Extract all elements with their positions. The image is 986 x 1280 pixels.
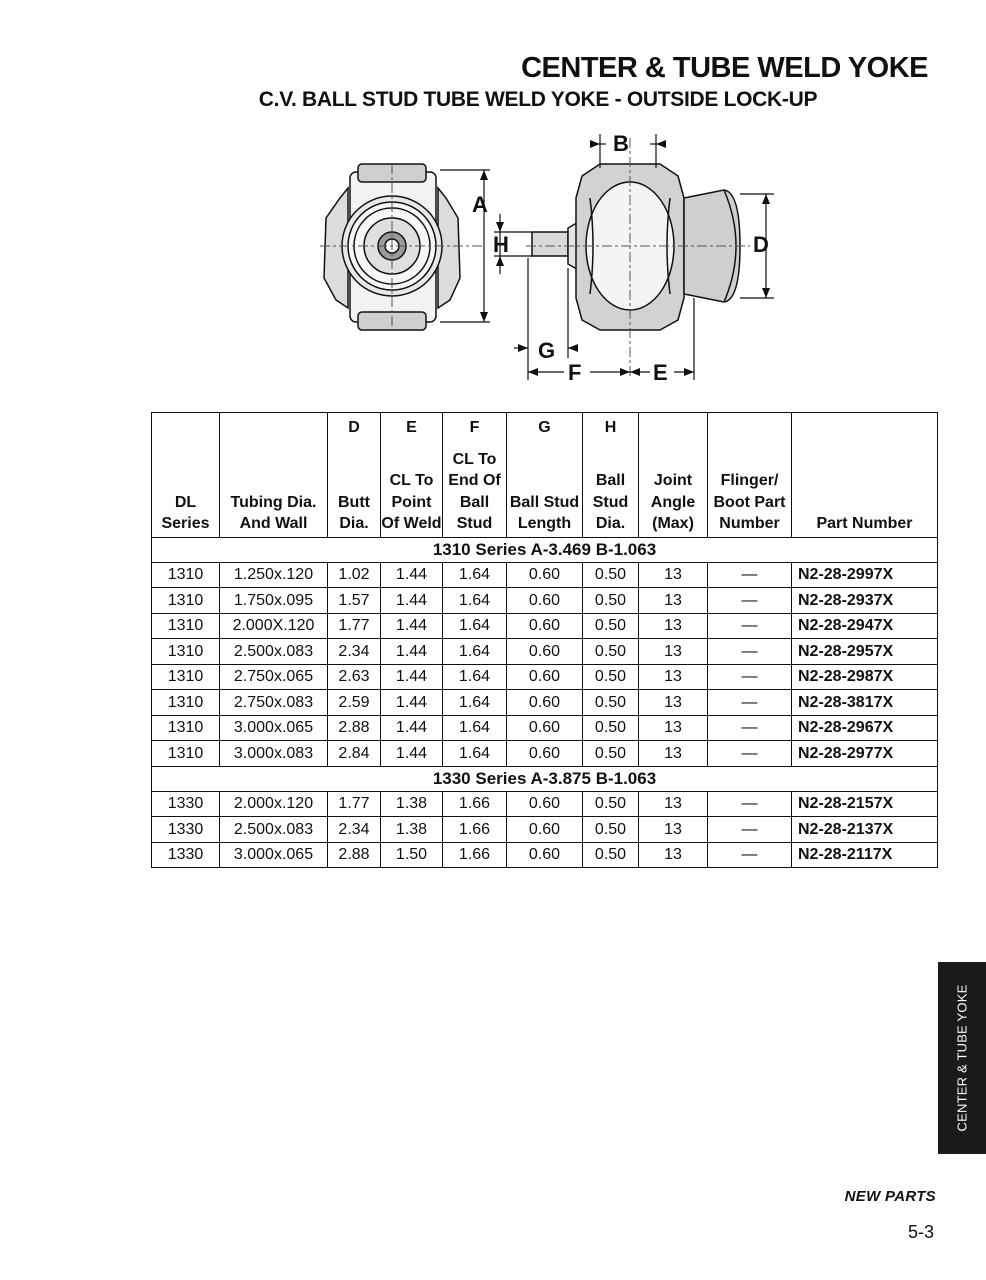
section-row bbox=[152, 537, 938, 562]
table-cell: 1310 bbox=[152, 715, 220, 741]
table-cell: 1.38 bbox=[381, 817, 443, 843]
header-butt-dia: Butt Dia. bbox=[328, 439, 381, 538]
table-cell: 0.60 bbox=[507, 842, 583, 868]
table-cell: 0.60 bbox=[507, 639, 583, 665]
new-parts-label: NEW PARTS bbox=[844, 1188, 936, 1205]
table-cell: 1.44 bbox=[381, 562, 443, 588]
table-cell: 1.64 bbox=[443, 613, 507, 639]
table-cell: 1.02 bbox=[328, 562, 381, 588]
table-cell: 0.50 bbox=[583, 690, 639, 716]
table-cell: 0.50 bbox=[583, 588, 639, 614]
table-cell: 1.250x.120 bbox=[220, 562, 328, 588]
table-cell: 0.50 bbox=[583, 613, 639, 639]
table-row bbox=[152, 639, 938, 665]
header-letter-e: E bbox=[381, 413, 443, 439]
table-cell: 1.44 bbox=[381, 588, 443, 614]
table-cell: 0.50 bbox=[583, 715, 639, 741]
table-cell: 3.000x.083 bbox=[220, 741, 328, 767]
part-number-cell: N2-28-2157X bbox=[792, 791, 938, 817]
table-cell: 13 bbox=[639, 588, 708, 614]
dim-label-h: H bbox=[493, 232, 509, 257]
header-joint-angle: Joint Angle (Max) bbox=[639, 413, 708, 538]
table-cell: 0.50 bbox=[583, 842, 639, 868]
table-row bbox=[152, 741, 938, 767]
table-cell: 2.84 bbox=[328, 741, 381, 767]
table-cell: — bbox=[708, 562, 792, 588]
table-cell: 1310 bbox=[152, 639, 220, 665]
parts-table bbox=[151, 412, 938, 868]
table-cell: 1.77 bbox=[328, 791, 381, 817]
dim-label-g: G bbox=[538, 338, 556, 363]
table-cell: 1.44 bbox=[381, 613, 443, 639]
table-cell: 1330 bbox=[152, 791, 220, 817]
table-cell: 13 bbox=[639, 690, 708, 716]
table-row bbox=[152, 842, 938, 868]
table-cell: 1.57 bbox=[328, 588, 381, 614]
table-cell: 13 bbox=[639, 613, 708, 639]
table-cell: 2.750x.065 bbox=[220, 664, 328, 690]
table-cell: 1310 bbox=[152, 562, 220, 588]
table-cell: 0.50 bbox=[583, 791, 639, 817]
table-cell: 13 bbox=[639, 741, 708, 767]
table-cell: 1.50 bbox=[381, 842, 443, 868]
table-cell: 0.60 bbox=[507, 664, 583, 690]
page-subtitle: C.V. BALL STUD TUBE WELD YOKE - OUTSIDE LOCK-UP bbox=[258, 88, 818, 111]
table-cell: 13 bbox=[639, 639, 708, 665]
table-cell: 1.77 bbox=[328, 613, 381, 639]
table-cell: 1.44 bbox=[381, 690, 443, 716]
table-cell: 13 bbox=[639, 715, 708, 741]
table-cell: 1.44 bbox=[381, 639, 443, 665]
table-cell: 1.66 bbox=[443, 842, 507, 868]
table-cell: 0.60 bbox=[507, 741, 583, 767]
table-cell: 3.000x.065 bbox=[220, 842, 328, 868]
yoke-side-view bbox=[532, 164, 740, 330]
table-cell: 2.500x.083 bbox=[220, 817, 328, 843]
section-title: 1330 Series A-3.875 B-1.063 bbox=[152, 766, 938, 791]
header-letter-g: G bbox=[507, 413, 583, 439]
table-cell: 1.44 bbox=[381, 741, 443, 767]
table-cell: — bbox=[708, 715, 792, 741]
table-cell: 0.50 bbox=[583, 664, 639, 690]
parts-table-body bbox=[152, 537, 938, 868]
table-cell: 1.64 bbox=[443, 741, 507, 767]
yoke-diagram bbox=[300, 128, 780, 390]
table-cell: 0.60 bbox=[507, 817, 583, 843]
table-cell: 13 bbox=[639, 791, 708, 817]
table-cell: 1.38 bbox=[381, 791, 443, 817]
table-cell: 1.66 bbox=[443, 817, 507, 843]
table-cell: — bbox=[708, 842, 792, 868]
dim-label-e: E bbox=[653, 360, 668, 385]
table-cell: 0.60 bbox=[507, 715, 583, 741]
part-number-cell: N2-28-2117X bbox=[792, 842, 938, 868]
table-row bbox=[152, 664, 938, 690]
table-cell: 1330 bbox=[152, 817, 220, 843]
dim-label-b: B bbox=[613, 131, 629, 156]
table-cell: 1.64 bbox=[443, 715, 507, 741]
table-cell: 0.60 bbox=[507, 562, 583, 588]
table-cell: — bbox=[708, 588, 792, 614]
table-cell: 13 bbox=[639, 562, 708, 588]
dim-label-d: D bbox=[753, 232, 769, 257]
table-cell: — bbox=[708, 664, 792, 690]
part-number-cell: N2-28-2987X bbox=[792, 664, 938, 690]
part-number-cell: N2-28-2967X bbox=[792, 715, 938, 741]
table-row bbox=[152, 613, 938, 639]
header-ball-stud-length: Ball Stud Length bbox=[507, 439, 583, 538]
part-number-cell: N2-28-3817X bbox=[792, 690, 938, 716]
table-cell: — bbox=[708, 613, 792, 639]
table-cell: 0.60 bbox=[507, 613, 583, 639]
table-cell: 2.750x.083 bbox=[220, 690, 328, 716]
table-cell: 2.88 bbox=[328, 715, 381, 741]
table-cell: 1.64 bbox=[443, 562, 507, 588]
table-cell: 0.50 bbox=[583, 562, 639, 588]
part-number-cell: N2-28-2997X bbox=[792, 562, 938, 588]
table-cell: 0.60 bbox=[507, 690, 583, 716]
table-cell: 1310 bbox=[152, 741, 220, 767]
table-cell: 2.000X.120 bbox=[220, 613, 328, 639]
table-cell: 2.88 bbox=[328, 842, 381, 868]
table-cell: 1.44 bbox=[381, 664, 443, 690]
page-title: CENTER & TUBE WELD YOKE bbox=[521, 52, 928, 84]
table-cell: 1.44 bbox=[381, 715, 443, 741]
table-cell: 1.64 bbox=[443, 639, 507, 665]
part-number-cell: N2-28-2947X bbox=[792, 613, 938, 639]
table-cell: 2.59 bbox=[328, 690, 381, 716]
table-cell: 1310 bbox=[152, 613, 220, 639]
table-cell: — bbox=[708, 817, 792, 843]
table-cell: 0.50 bbox=[583, 639, 639, 665]
table-cell: 1.64 bbox=[443, 690, 507, 716]
page-number: 5-3 bbox=[907, 1222, 934, 1242]
table-cell: 0.60 bbox=[507, 791, 583, 817]
part-number-cell: N2-28-2937X bbox=[792, 588, 938, 614]
table-row bbox=[152, 715, 938, 741]
table-cell: — bbox=[708, 741, 792, 767]
table-cell: 1.64 bbox=[443, 664, 507, 690]
table-cell: 1330 bbox=[152, 842, 220, 868]
header-ball-stud-dia: Ball Stud Dia. bbox=[583, 439, 639, 538]
part-number-cell: N2-28-2137X bbox=[792, 817, 938, 843]
table-cell: — bbox=[708, 639, 792, 665]
table-cell: 1.750x.095 bbox=[220, 588, 328, 614]
part-number-cell: N2-28-2957X bbox=[792, 639, 938, 665]
section-title: 1310 Series A-3.469 B-1.063 bbox=[152, 537, 938, 562]
table-cell: 1310 bbox=[152, 690, 220, 716]
header-letter-f: F bbox=[443, 413, 507, 439]
table-cell: 0.50 bbox=[583, 817, 639, 843]
table-cell: 2.34 bbox=[328, 639, 381, 665]
header-flinger-boot: Flinger/ Boot Part Number bbox=[708, 413, 792, 538]
table-cell: — bbox=[708, 791, 792, 817]
table-row bbox=[152, 791, 938, 817]
dim-label-f: F bbox=[568, 360, 582, 385]
header-cl-to-weld: CL To Point Of Weld bbox=[381, 439, 443, 538]
table-cell: — bbox=[708, 690, 792, 716]
table-cell: 1310 bbox=[152, 588, 220, 614]
section-row bbox=[152, 766, 938, 791]
table-cell: 0.50 bbox=[583, 741, 639, 767]
table-cell: 13 bbox=[639, 664, 708, 690]
table-cell: 2.500x.083 bbox=[220, 639, 328, 665]
table-cell: 2.63 bbox=[328, 664, 381, 690]
table-cell: 1.66 bbox=[443, 791, 507, 817]
header-cl-to-end: CL To End Of Ball Stud bbox=[443, 439, 507, 538]
table-cell: 2.000x.120 bbox=[220, 791, 328, 817]
table-cell: 1.64 bbox=[443, 588, 507, 614]
part-number-cell: N2-28-2977X bbox=[792, 741, 938, 767]
header-letter-d: D bbox=[328, 413, 381, 439]
table-row bbox=[152, 817, 938, 843]
table-cell: 3.000x.065 bbox=[220, 715, 328, 741]
table-cell: 2.34 bbox=[328, 817, 381, 843]
table-row bbox=[152, 588, 938, 614]
header-dl-series: DL Series bbox=[152, 413, 220, 538]
table-cell: 13 bbox=[639, 817, 708, 843]
table-cell: 1310 bbox=[152, 664, 220, 690]
table-cell: 13 bbox=[639, 842, 708, 868]
table-row bbox=[152, 690, 938, 716]
dim-label-a: A bbox=[472, 192, 488, 217]
header-letter-row bbox=[152, 413, 938, 439]
header-letter-h: H bbox=[583, 413, 639, 439]
table-cell: 0.60 bbox=[507, 588, 583, 614]
header-tubing: Tubing Dia. And Wall bbox=[220, 413, 328, 538]
side-tab-label: CENTER & TUBE YOKE bbox=[954, 984, 970, 1132]
section-side-tab[interactable] bbox=[938, 962, 986, 1154]
table-row bbox=[152, 562, 938, 588]
header-part-number: Part Number bbox=[792, 413, 938, 538]
